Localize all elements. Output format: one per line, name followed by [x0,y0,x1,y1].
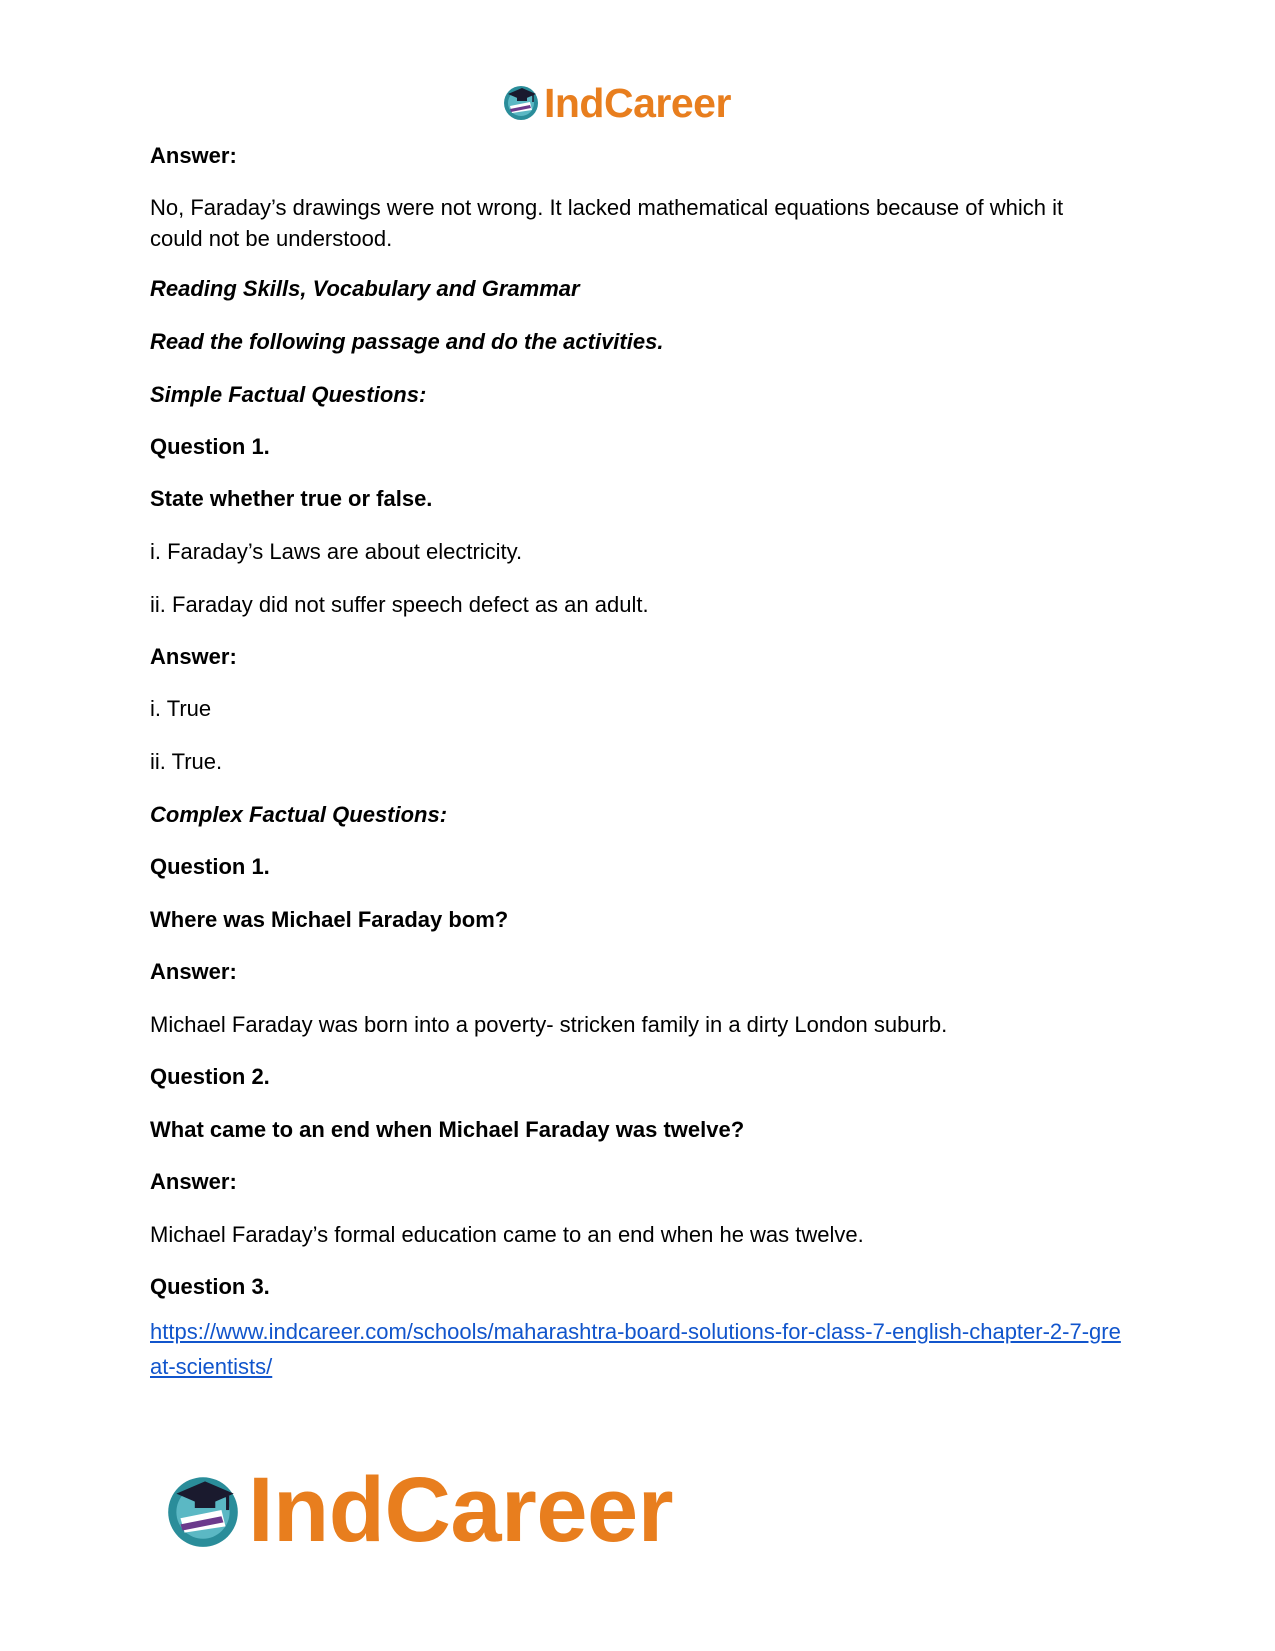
statement-item: i. Faraday’s Laws are about electricity. [150,539,523,564]
simple-factual-heading: Simple Factual Questions: [150,382,427,407]
question-label: Question 2. [150,1064,270,1089]
graduation-cap-emblem-icon [160,1465,246,1556]
question-text: State whether true or false. [150,486,433,511]
answer-label: Answer: [150,959,237,984]
answer-text: Michael Faraday’s formal education came to an end when he was twelve. [150,1222,864,1247]
logo-text: IndCareer [248,1459,673,1561]
answer-text: Michael Faraday was born into a poverty- stricken family in a dirty London suburb. [150,1012,948,1037]
complex-factual-heading: Complex Factual Questions: [150,802,448,827]
question-label: Question 1. [150,434,270,459]
answer-text: No, Faraday’s drawings were not wrong. It lacked mathematical equations because of which it could not be understood. [150,195,1064,251]
question-label: Question 3. [150,1274,270,1299]
answer-label: Answer: [150,143,237,168]
question-text: Where was Michael Faraday bom? [150,907,509,932]
logo-text: IndCareer [544,79,731,126]
instruction-text: Read the following passage and do the activities. [150,329,664,354]
graduation-cap-emblem-icon [500,80,542,127]
header-logo [500,78,731,128]
source-link[interactable]: https://www.indcareer.com/schools/maharashtra-board-solutions-for-class-7-english-chapter-2-7-great-scientists/ [150,1319,1121,1379]
statement-item: ii. Faraday did not suffer speech defect as an adult. [150,592,649,617]
answer-item: i. True [150,696,212,721]
answer-label: Answer: [150,1169,237,1194]
answer-item: ii. True. [150,749,223,774]
question-label: Question 1. [150,854,270,879]
answer-label: Answer: [150,644,237,669]
footer-logo [160,1459,673,1561]
section-heading: Reading Skills, Vocabulary and Grammar [150,276,580,301]
question-text: What came to an end when Michael Faraday was twelve? [150,1117,745,1142]
